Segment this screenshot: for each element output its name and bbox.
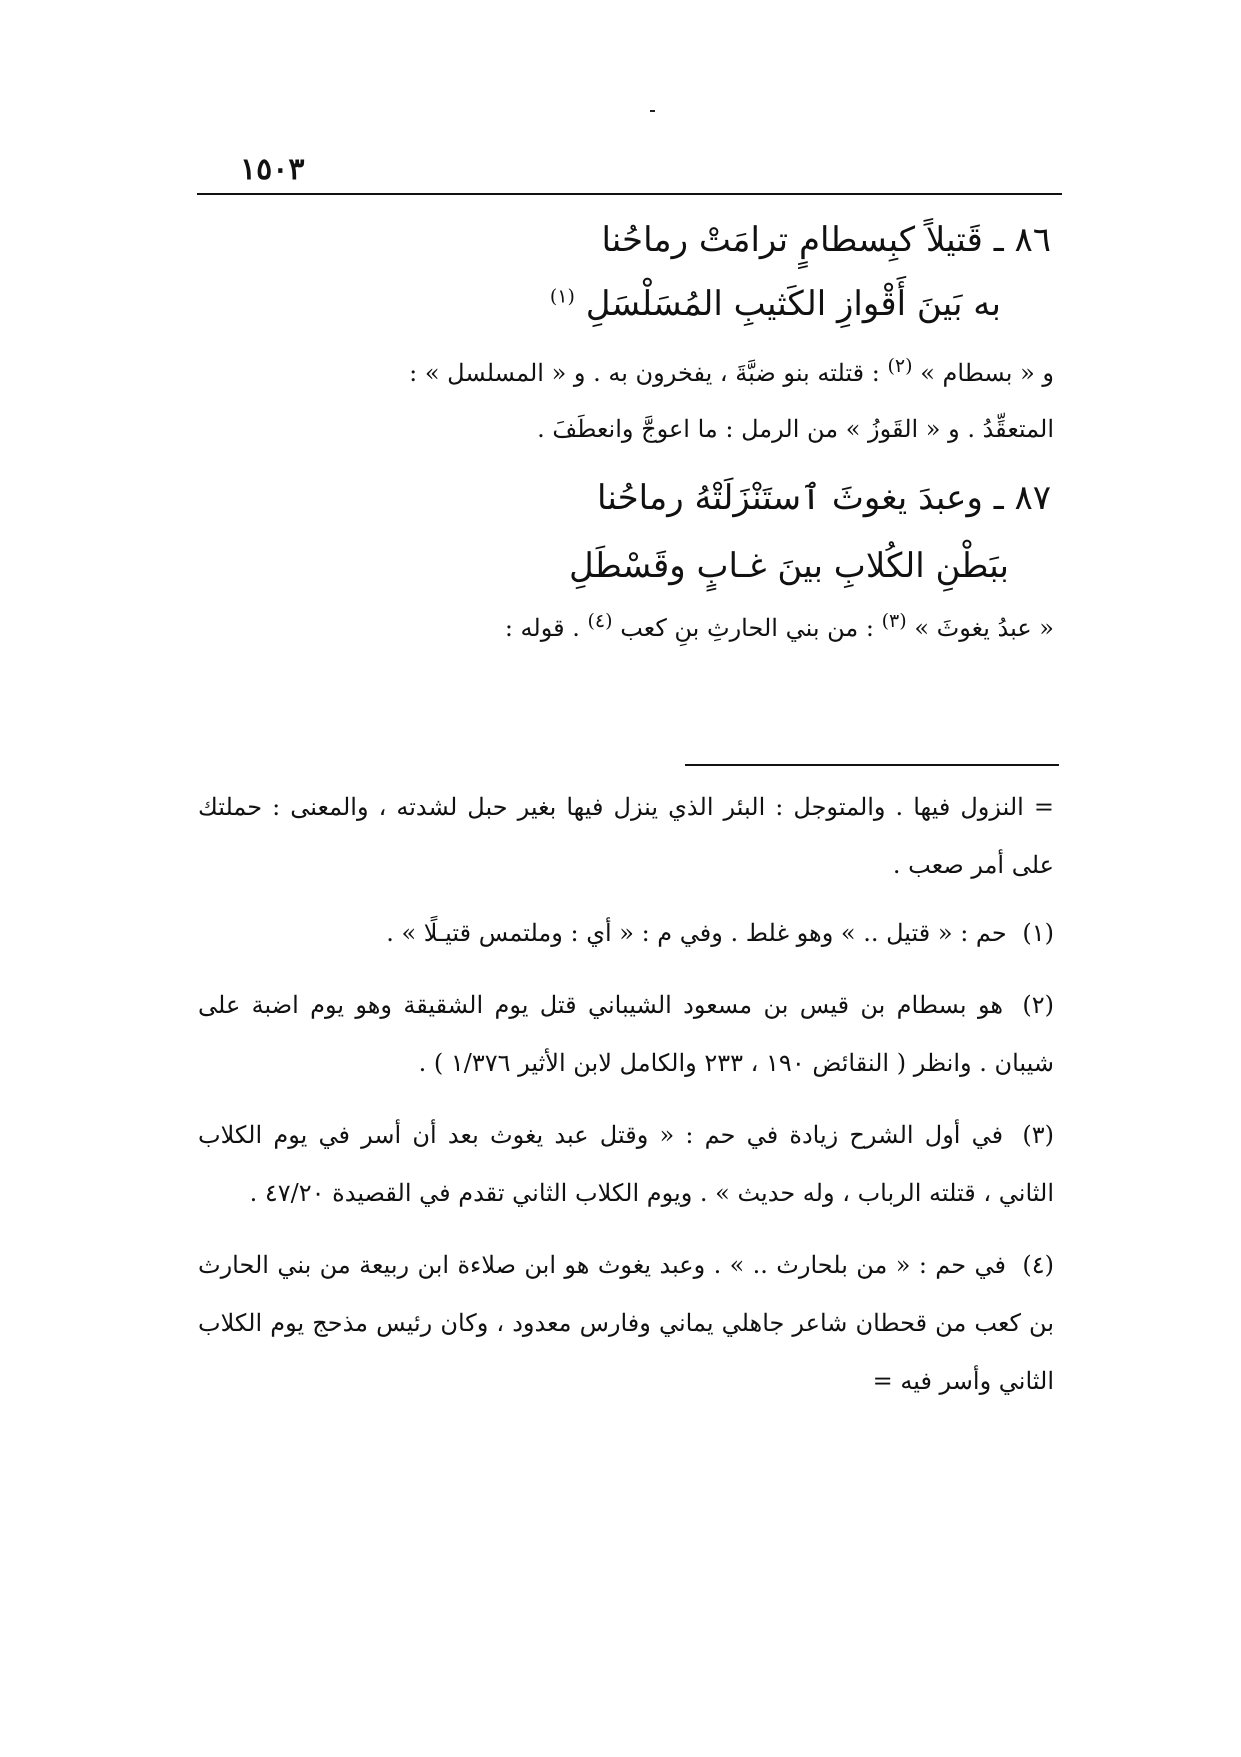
footnote-continuation: = النزول فيها . والمتوجل : البئر الذي ينزل فيها بغير حبل لشدته ، والمعنى : حملتك على أمر صعب . bbox=[198, 793, 1054, 879]
footnote-ref-1: (١) bbox=[549, 285, 575, 308]
footnote-2 bbox=[198, 976, 1054, 1092]
footnote-ref-4: (٤) bbox=[587, 610, 613, 632]
commentary-87-part-3: . قوله : bbox=[504, 614, 580, 642]
commentary-86-rest: : قتلته بنو ضبَّةَ ، يفخرون به . و « المسلسل » : bbox=[409, 359, 880, 387]
footnote-3-text: في أول الشرح زيادة في حم : « وقتل عبد يغوث بعد أن أسر في يوم الكلاب الثاني ، قتلته الرباب ، وله حديث » . ويوم الكلاب الثاني تقدم في القصيدة ٤٧/٢٠ . bbox=[198, 1121, 1054, 1207]
verse-86-first-hemistich: ٨٦ ـ قَتيلاً كبِسطامٍ ترامَتْ رماحُنا bbox=[601, 220, 1051, 260]
footnote-4 bbox=[198, 1236, 1054, 1410]
commentary-86-line-2: المتعقِّدُ . و « القَوزُ » من الرمل : ما اعوجَّ وانعطَفَ . bbox=[537, 415, 1054, 443]
footnote-2-text: هو بسطام بن قيس بن مسعود الشيباني قتل يوم الشقيقة وهو يوم اضبة على شيبان . وانظر ( النقائض ١٩٠ ، ٢٣٣ والكامل لابن الأثير ١/٣٧٦ ) . bbox=[198, 991, 1054, 1077]
commentary-87-part-2: : من بني الحارثِ بنِ كعب bbox=[620, 614, 874, 642]
footnote-4-text: في حم : « من بلحارث .. » . وعبد يغوث هو ابن صلاءة ابن ربيعة من بني الحارث بن كعب من قحطان شاعر جاهلي يماني وفارس معدود ، وكان رئيس مذحج يوم الكلاب الثاني وأسر فيه = bbox=[198, 1251, 1054, 1395]
commentary-verse-86 bbox=[235, 345, 1054, 457]
footnote-ref-3: (٣) bbox=[881, 610, 907, 632]
footnote-1 bbox=[198, 904, 1054, 962]
footnote-rule bbox=[685, 764, 1059, 766]
page-number: ١٥٠٣ bbox=[240, 152, 305, 187]
footnote-3-number: (٣) bbox=[1022, 1121, 1054, 1149]
footnote-1-text: حم : « قتيل .. » وهو غلط . وفي م : « أي : وملتمس قتيـلًا » . bbox=[386, 919, 1007, 947]
footnote-1-number: (١) bbox=[1022, 919, 1054, 947]
footnotes bbox=[198, 778, 1054, 1424]
commentary-verse-87 bbox=[235, 600, 1054, 656]
footnote-ref-2: (٢) bbox=[887, 355, 913, 377]
commentary-86-start: و « بسطام » bbox=[920, 359, 1054, 387]
verse-86-second-hemistich bbox=[550, 276, 1001, 332]
commentary-87-part-1: « عبدُ يغوثَ » bbox=[914, 614, 1054, 642]
verse-87-first-hemistich: ٨٧ ـ وعبدَ يغوثَ ٱستَنْزَلَتْهُ رماحُنا bbox=[597, 478, 1051, 518]
verse-87-second-hemistich: ببَطْنِ الكُلابِ بينَ غـابٍ وقَسْطَلِ bbox=[569, 546, 1009, 586]
verse-86-second-hemistich-text: به بَينَ أَقْوازِ الكَثيبِ المُسَلْسَلِ bbox=[585, 284, 1001, 324]
footnote-2-number: (٢) bbox=[1022, 991, 1054, 1019]
footnote-4-number: (٤) bbox=[1022, 1251, 1054, 1279]
stray-ink-mark bbox=[650, 110, 655, 112]
footnote-3 bbox=[198, 1106, 1054, 1222]
header-rule bbox=[197, 193, 1062, 195]
